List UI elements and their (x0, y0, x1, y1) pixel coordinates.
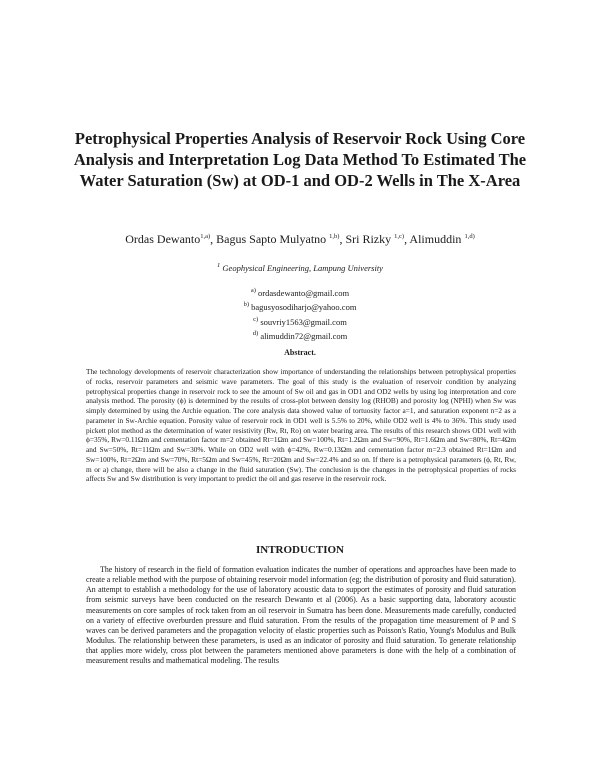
email-address: bagusyosodiharjo@yahoo.com (251, 302, 357, 313)
author-list: Ordas Dewanto$^{1,a)}$, Bagus Sapto Mulyatno $^{1,b)}$, Sri Rizky $^{1,c)}$, Alimuddin $^{1,d)}$ (125, 232, 475, 246)
affiliation-text: Geophysical Engineering, Lampung University (222, 262, 383, 273)
email-item (60, 285, 540, 299)
email-address: ordasdewanto@gmail.com (258, 287, 350, 298)
email-address: alimuddin72@gmail.com (260, 331, 348, 342)
author-affiliation-mark: 1,d) (464, 233, 475, 240)
author-name: Alimuddin (409, 232, 462, 246)
email-mark: a) (250, 287, 256, 294)
email-address: souvriy1563@gmail.com (260, 316, 347, 327)
author-name: Bagus Sapto Mulyatno (216, 232, 327, 246)
email-item (60, 314, 540, 328)
email-mark: c) (253, 315, 259, 323)
introduction-heading: INTRODUCTION (255, 544, 344, 556)
abstract-text: The technology developments of reservoir characterization show importance of understanding the relationships between petrophysical properties of rocks, reservoir parameters and seismic wave parameters. The goal of this study is the evaluation of reservoir condition by analyzing petrophysical properties change in reservoir rock to see the amount of Sw oil and gas in OD1 and OD2 wells by using log interpretation and core analysis method. The porosity (ϕ) is determined by the results of cross-plot between density log (RHOB) and porosity log (NPHI) when Sw was simply determined by using the Archie equation. The core analysis data showed value of tortuosity factor a=1, and saturation exponent n=2 as a parameter in Sw-Archie equation. Porosity value of reservoir rock in OD1 well is 5.5% to 20%, while OD2 well is 4% to 36%. This study used pickett plot method as the determination of water resistivity (Rw, Rt, Ro) on water bearing area. The results of this research shows OD1 well with ϕ=35%, Rw=0.11Ωm and cementation factor m=2 obtained Rt=1Ωm and Sw=100%, Rt=1.2Ωm and Sw=90%, Rt=1.6Ωm and Sw=80%, Rt=4Ωm and Sw=50%, Rt=11Ωm and Sw=30%. While on OD2 well with ϕ=42%, Rw=0.13Ωm and cementation factor m=2.3 obtained Rt=1Ωm and Sw=100%, Rt=2Ωm and Sw=70%, Rt=5Ωm and Sw=45%, Rt=20Ωm and Sw=22.4% and so on. If there is a petrophysical parameters (ϕ, Rt, Rw, m or a) change, there will be also a change in the fluid saturation (Sw). The conclusion is the changes in the petrophysical properties of rocks affects Sw and Sw distribution is very important to predict the oil and gas reserve in the reservoir rock. (86, 367, 516, 484)
paper-title: Petrophysical Properties Analysis of Reservoir Rock Using Core Analysis and Interpretation Log Data Method To Estimated The Water Saturation (Sw) at OD-1 and OD-2 Wells in The X-Area (73, 129, 527, 190)
introduction-text: The history of research in the field of formation evaluation indicates the number of operations and approaches have been made to create a reliable method with the purpose of obtaining reservoir model information (eg; the distribution of porosity and fluid saturation). An attempt to establish a methodology for the use of laboratory acoustic data to support the estimates of porosity and fluid saturation from seismic surveys have been conducted on the research Dewanto et al (2006). As a basic supporting data, laboratory acoustic measurements on core samples of rock taken from an oil reservoir in Sumatra has been done. Measurements made carefully, conducted on a variety of effective overburden pressure and fluid saturation. From the results of the propagation time measurement of P and S waves can be derived parameters and the propagation velocity of elastic properties such as Poisson's Ratio, Young's Modulus and Bulk Modulus. The relationship between these parameters, is used as an indicator of porosity and fluid saturation. To generate relationship that applies more widely, cross plot between the parameters mentioned above parameters is done with the help of a combination of measurement results and mathematical modeling. The results (86, 565, 516, 666)
email-item (60, 299, 540, 313)
affiliation-mark: 1 (217, 262, 221, 269)
author-name: Ordas Dewanto (125, 232, 201, 246)
email-item (60, 328, 540, 342)
abstract-heading: Abstract. (284, 348, 316, 357)
author-affiliation-mark: 1,c) (394, 233, 405, 240)
email-list (60, 285, 540, 343)
author-name: Sri Rizky (345, 232, 392, 246)
email-mark: d) (252, 330, 259, 338)
affiliation (60, 262, 540, 273)
author-affiliation-mark: 1,a) (200, 233, 211, 240)
email-mark: b) (243, 301, 249, 309)
author-affiliation-mark: 1,b) (329, 233, 340, 240)
